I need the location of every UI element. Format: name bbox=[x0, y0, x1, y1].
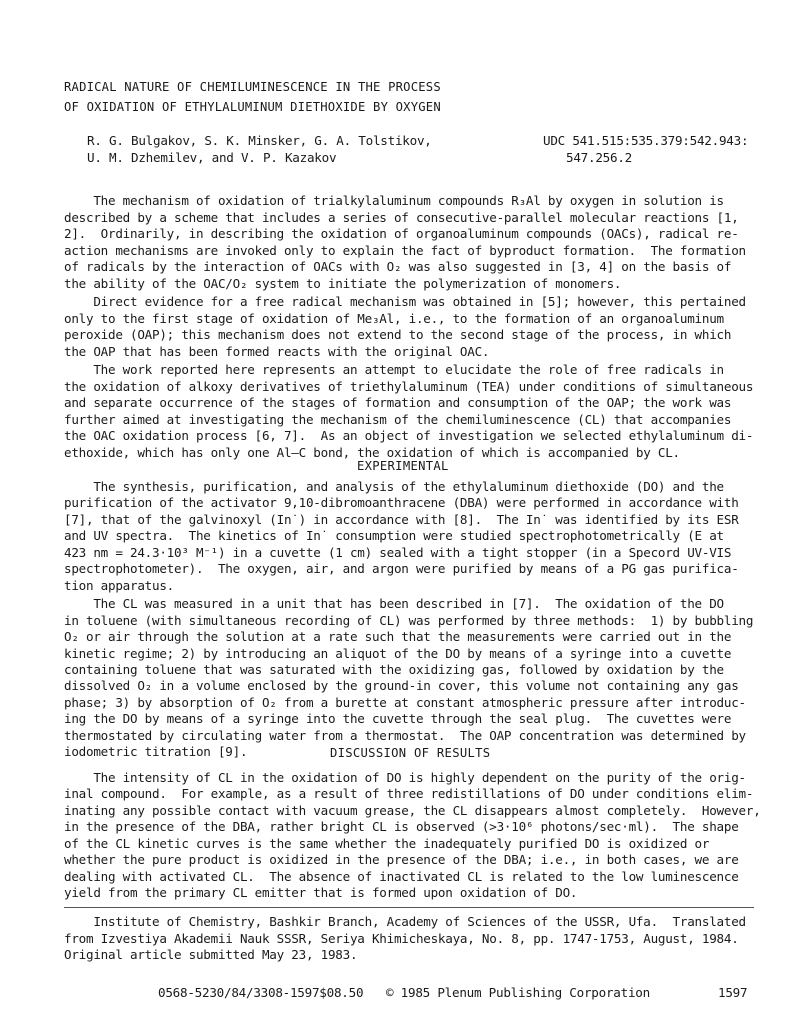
experimental-line: iodometric titration [9]. bbox=[64, 744, 248, 760]
experimental-line: The synthesis, purification, and analysis of the ethylaluminum diethoxide (DO) and the bbox=[64, 479, 724, 494]
intro-line: action mechanisms are invoked only to explain the fact of byproduct formation. The formation bbox=[64, 242, 746, 258]
footnote-line: Original article submitted May 23, 1983. bbox=[64, 947, 358, 962]
discussion-line: inal compound. For example, as a result of three redistillations of DO under conditions elim- bbox=[64, 786, 754, 802]
footnote-line: from Izvestiya Akademii Nauk SSSR, Seriya Khimicheskaya, No. 8, pp. 1747-1753, August, 1984. bbox=[64, 930, 739, 946]
authors-line-2: U. M. Dzhemilev, and V. P. Kazakov bbox=[87, 150, 337, 165]
intro-line: 2]. Ordinarily, in describing the oxidation of organoaluminum compounds (OACs), radical re- bbox=[64, 226, 739, 241]
intro-line: the OAC oxidation process [6, 7]. As an object of investigation we selected ethylaluminum di- bbox=[64, 428, 754, 443]
experimental-line: The CL was measured in a unit that has been described in [7]. The oxidation of the DO bbox=[64, 596, 724, 612]
experimental-line: spectrophotometer). The oxygen, air, and argon were purified by means of a PG gas purifica- bbox=[64, 561, 739, 577]
experimental-line: tion apparatus. bbox=[64, 577, 174, 593]
experimental-line: phase; 3) by absorption of O₂ from a burette at constant atmospheric pressure after introduc- bbox=[64, 694, 746, 710]
authors-line-1: R. G. Bulgakov, S. K. Minsker, G. A. Tolstikov, bbox=[87, 133, 432, 148]
udc-line-1: UDC 541.515:535.379:542.943: bbox=[543, 133, 749, 148]
experimental-line: thermostated by circulating water from a thermostat. The OAP concentration was determined by bbox=[64, 727, 746, 743]
intro-line: only to the first stage of oxidation of Me₃Al, i.e., to the formation of an organoaluminum bbox=[64, 310, 724, 326]
experimental-line: and UV spectra. The kinetics of In˙ consumption were studied spectrophotometrically (E at bbox=[64, 528, 724, 544]
discussion-line: The intensity of CL in the oxidation of DO is highly dependent on the purity of the orig- bbox=[64, 770, 746, 785]
intro-line: of radicals by the interaction of OACs with O₂ was also suggested in [3, 4] on the basis of bbox=[64, 259, 732, 274]
intro-line: the OAP that has been formed reacts with the original OAC. bbox=[64, 343, 490, 359]
intro-line: The mechanism of oxidation of trialkylaluminum compounds R₃Al by oxygen in solution is bbox=[64, 193, 724, 208]
experimental-line: [7], that of the galvinoxyl (In˙) in accordance with [8]. The In˙ was identified by its ESR bbox=[64, 511, 739, 527]
intro-line: the oxidation of alkoxy derivatives of triethylaluminum (TEA) under conditions of simultaneous bbox=[64, 378, 754, 394]
intro-line: the ability of the OAC/O₂ system to initiate the polymerization of monomers. bbox=[64, 275, 622, 291]
experimental-line: purification of the activator 9,10-dibromoanthracene (DBA) were performed in accordance with bbox=[64, 495, 739, 511]
discussion-line: yield from the primary CL emitter that is formed upon oxidation of DO. bbox=[64, 885, 578, 901]
paper-title-line-2: OF OXIDATION OF ETHYLALUMINUM DIETHOXIDE BY OXYGEN bbox=[64, 100, 441, 114]
discussion-line: in the presence of the DBA, rather bright CL is observed (>3·10⁶ photons/sec·ml). The shape bbox=[64, 819, 739, 835]
experimental-line: ing the DO by means of a syringe into the cuvette through the seal plug. The cuvettes were bbox=[64, 711, 732, 727]
section-heading-discussion: DISCUSSION OF RESULTS bbox=[330, 746, 491, 760]
experimental-line: in toluene (with simultaneous recording of CL) was performed by three methods: 1) by bubbling bbox=[64, 612, 754, 628]
footnote-line: Institute of Chemistry, Bashkir Branch, Academy of Sciences of the USSR, Ufa. Translated bbox=[64, 914, 746, 929]
intro-line: ethoxide, which has only one Al—C bond, the oxidation of which is accompanied by CL. bbox=[64, 444, 680, 460]
discussion-line: of the CL kinetic curves is the same whether the inadequately purified DO is oxidized or bbox=[64, 835, 710, 851]
footnote-divider bbox=[64, 907, 754, 908]
discussion-line: inating any possible contact with vacuum grease, the CL disappears almost completely. However, bbox=[64, 802, 761, 818]
discussion-line: dealing with activated CL. The absence of inactivated CL is related to the low luminescence bbox=[64, 868, 739, 884]
page-number: 1597 bbox=[718, 985, 748, 1000]
discussion-line: whether the pure product is oxidized in the presence of the DBA; i.e., in both cases, we are bbox=[64, 852, 739, 868]
paper-title-line-1: RADICAL NATURE OF CHEMILUMINESCENCE IN THE PROCESS bbox=[64, 80, 441, 94]
experimental-line: dissolved O₂ in a volume enclosed by the ground-in cover, this volume not containing any gas bbox=[64, 678, 739, 694]
experimental-line: kinetic regime; 2) by introducing an aliquot of the DO by means of a syringe into a cuvette bbox=[64, 645, 732, 661]
section-heading-experimental: EXPERIMENTAL bbox=[357, 459, 449, 473]
udc-line-2: 547.256.2 bbox=[566, 150, 632, 165]
footer-code: 0568-5230/84/3308-1597$08.50 bbox=[158, 985, 364, 1000]
experimental-line: O₂ or air through the solution at a rate such that the measurements were carried out in the bbox=[64, 629, 732, 645]
intro-line: peroxide (OAP); this mechanism does not extend to the second stage of the process, in which bbox=[64, 327, 732, 342]
experimental-line: 423 nm = 24.3·10³ M⁻¹) in a cuvette (1 cm) sealed with a tight stopper (in a Specord UV-VIS bbox=[64, 544, 732, 560]
intro-line: and separate occurrence of the stages of formation and consumption of the OAP; the work was bbox=[64, 395, 732, 410]
footer-copyright: © 1985 Plenum Publishing Corporation bbox=[386, 985, 650, 1000]
intro-line: further aimed at investigating the mechanism of the chemiluminescence (CL) that accompanies bbox=[64, 411, 732, 427]
intro-line: Direct evidence for a free radical mechanism was obtained in [5]; however, this pertained bbox=[64, 294, 746, 309]
intro-line: The work reported here represents an attempt to elucidate the role of free radicals in bbox=[64, 362, 724, 377]
experimental-line: containing toluene that was saturated with the oxidizing gas, followed by oxidation by the bbox=[64, 661, 724, 677]
intro-line: described by a scheme that includes a series of consecutive-parallel molecular reactions [1, bbox=[64, 209, 739, 225]
